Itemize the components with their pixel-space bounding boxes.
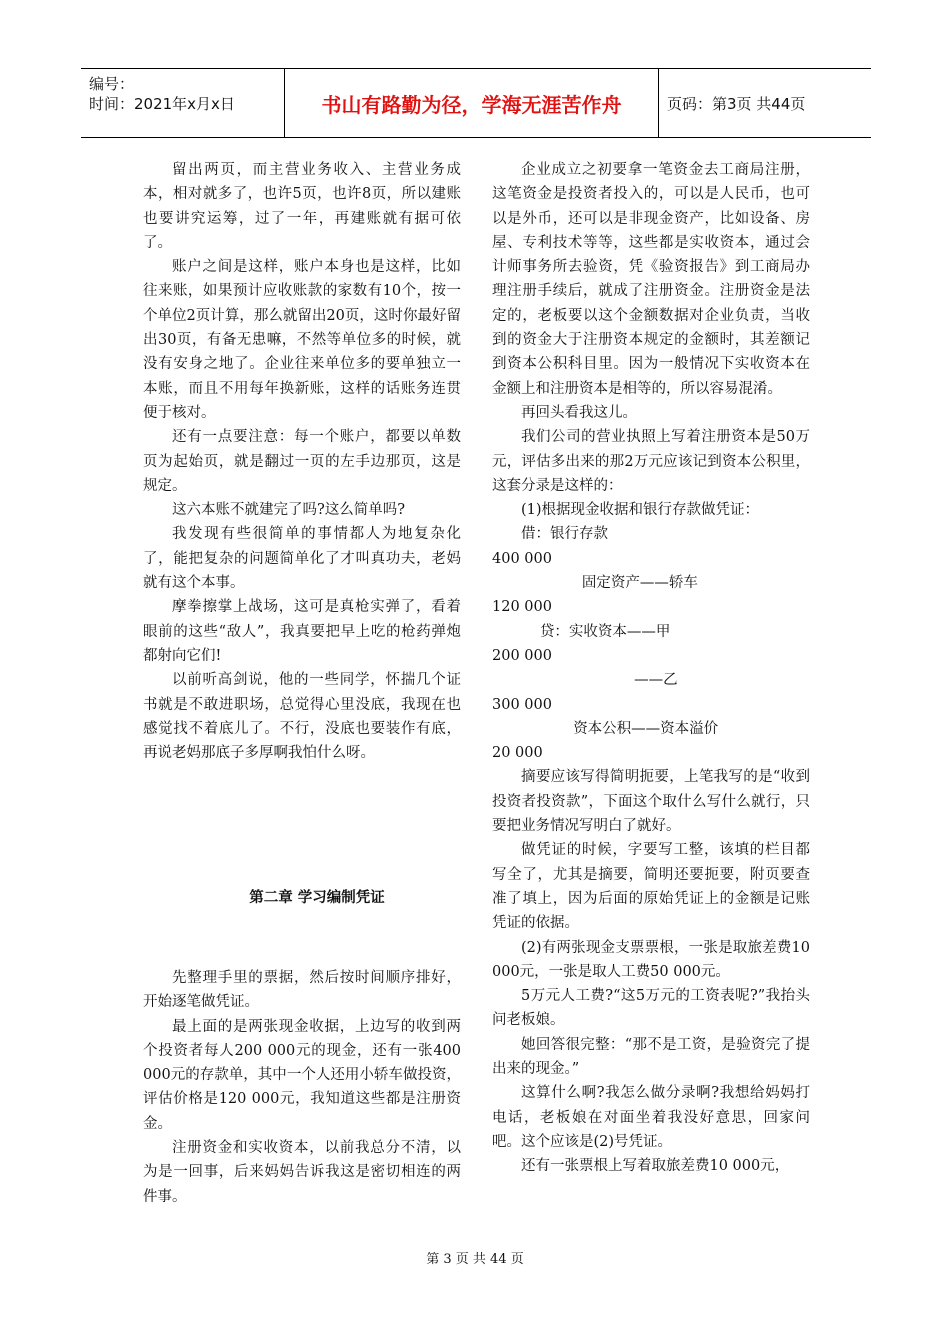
motto: 书山有路勤为径，学海无涯苦作舟 xyxy=(321,92,622,117)
time-label: 时间：2021年x月x日 xyxy=(89,95,235,113)
paragraph: 账户之间是这样，账户本身也是这样，比如往来账，如果预计应收账款的家数有10个，按一个单位2页计算，那么就留出20页，这时你最好留出30页，有备无患嘛，不然等单位多的时候，就没有安身之地了。企业往来单位多的要单独立一本账，而且不用每年换新账，这样的话账务连贯便于核对。 xyxy=(143,259,461,421)
page-footer: 第 3 页 共 44 页 xyxy=(426,1252,524,1267)
paragraph: 还有一点要注意：每一个账户，都要以单数页为起始页，就是翻过一页的左手边那页，这是规定。 xyxy=(143,429,461,494)
paragraph: 再回头看我这儿。 xyxy=(521,404,637,421)
entry-account: 资本公积——资本溢价 xyxy=(573,720,719,737)
paragraph: 最上面的是两张现金收据，上边写的收到两个投资者每人200 000元的现金，还有一张400 000元的存款单，其中一个人还用小轿车做投资，评估价格是120 000元，我知道这些都是注册资金。 xyxy=(143,1018,461,1132)
paragraph: 以前听高剑说，他的一些同学，怀揣几个证书就是不敢进职场，总觉得心里没底，我现在也感觉找不着底儿了。不行，没底也要装作有底，再说老妈那底子多厚啊我怕什么呀。 xyxy=(143,672,461,762)
paragraph: 注册资金和实收资本，以前我总分不清，以为是一回事，后来妈妈告诉我这是密切相连的两件事。 xyxy=(143,1140,461,1205)
paragraph: 这算什么啊?我怎么做分录啊?我想给妈妈打电话，老板娘在对面坐着我没好意思，回家问吧。这个应该是(2)号凭证。 xyxy=(492,1085,810,1150)
paragraph: 摩拳擦掌上战场，这可是真枪实弹了，看着眼前的这些“敌人”，我真要把早上吃的枪药弹炮都射向它们! xyxy=(143,599,461,664)
header-meta xyxy=(81,69,285,137)
header-motto-cell xyxy=(285,69,659,137)
paragraph: 这六本账不就建完了吗?这么简单吗? xyxy=(172,502,406,519)
paragraph: 企业成立之初要拿一笔资金去工商局注册，这笔资金是投资者投入的，可以是人民币，也可以是外币，还可以是非现金资产，比如设备、房屋、专利技术等等，这些都是实收资本，通过会计师事务所去验资，凭《验资报告》到工商局办理注册手续后，就成了注册资金。注册资金是法定的，老板要以这个金额数据对企业负责，当收到的资金大于注册资本规定的金额时，其差额记到资本公积科目里。因为一般情况下实收资本在金额上和注册资本是相等的，所以容易混淆。 xyxy=(492,162,810,397)
left-column-top xyxy=(143,158,461,765)
paragraph: 我发现有些很简单的事情都人为地复杂化了，能把复杂的问题简单化了才叫真功夫，老妈就有这个本事。 xyxy=(143,526,461,592)
entry-amount: 400 000 xyxy=(492,550,552,567)
page-info: 页码：第3页 共44页 xyxy=(667,94,806,113)
page-header xyxy=(81,68,871,138)
paragraph: 先整理手里的票据，然后按时间顺序排好，开始逐笔做凭证。 xyxy=(143,970,461,1011)
number-label: 编号： xyxy=(89,75,135,93)
entry-amount: 20 000 xyxy=(492,745,543,762)
entry-account: 借：银行存款 xyxy=(521,526,608,543)
paragraph: 我们公司的营业执照上写着注册资本是50万元，评估多出来的那2万元应该记到资本公积里，这套分录是这样的： xyxy=(492,429,810,494)
paragraph: 留出两页，而主营业务收入、主营业务成本，相对就多了，也许5页，也许8页，所以建账也要讲究运筹，过了一年，再建账就有据可依了。 xyxy=(143,162,461,251)
left-column-bottom xyxy=(143,966,461,1209)
entry-account: 贷：实收资本——甲 xyxy=(539,623,671,640)
entry-amount: 120 000 xyxy=(492,599,552,616)
paragraph: 做凭证的时候，字要写工整，该填的栏目都写全了，尤其是摘要，简明还要扼要，附页要查准了填上，因为后面的原始凭证上的金额是记账凭证的依据。 xyxy=(492,842,810,932)
paragraph: 还有一张票根上写着取旅差费10 000元， xyxy=(521,1158,790,1175)
entry-amount: 300 000 xyxy=(492,696,552,713)
paragraph: (2)有两张现金支票票根，一张是取旅差费10 000元，一张是取人工费50 000元。 xyxy=(492,939,810,980)
paragraph: 摘要应该写得简明扼要，上笔我写的是“收到投资者投资款”，下面这个取什么写什么就行，只要把业务情况写明白了就好。 xyxy=(492,769,810,835)
paragraph: (1)根据现金收据和银行存款做凭证： xyxy=(521,502,760,519)
entry-amount: 200 000 xyxy=(492,647,552,664)
chapter-title: 第二章 学习编制凭证 xyxy=(249,890,385,906)
right-column xyxy=(492,158,810,1178)
header-page-cell xyxy=(659,69,879,137)
paragraph: 5万元人工费?“这5万元的工资表呢?”我抬头问老板娘。 xyxy=(492,988,810,1029)
entry-account: 固定资产——轿车 xyxy=(581,575,698,592)
paragraph: 她回答很完整：“那不是工资，是验资完了提出来的现金。” xyxy=(492,1036,810,1077)
entry-account: ——乙 xyxy=(634,672,678,689)
